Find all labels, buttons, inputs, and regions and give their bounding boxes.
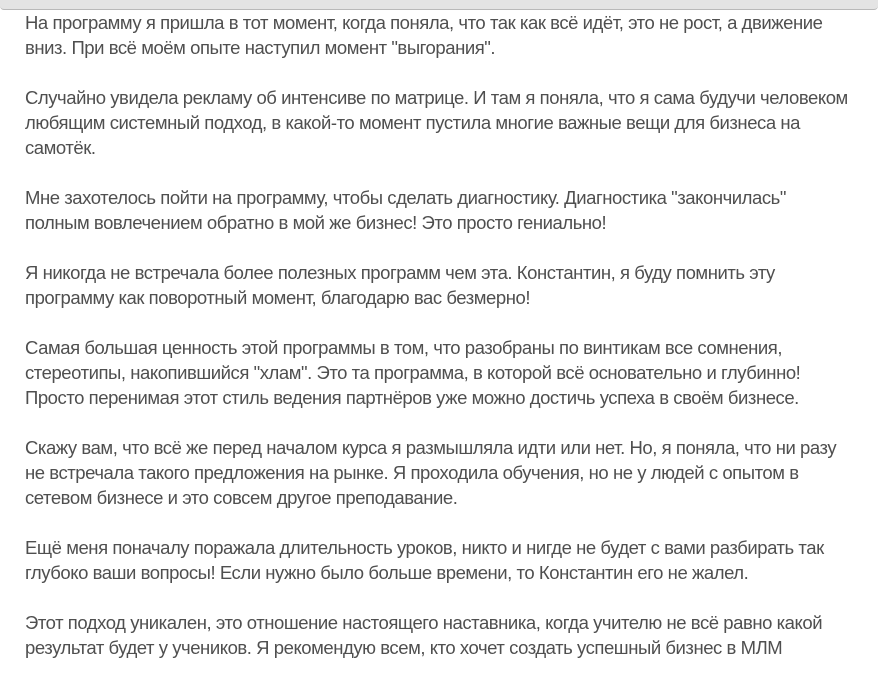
testimonial-paragraph-2: Случайно увидела рекламу об интенсиве по матрице. И там я поняла, что я сама будучи человеком любящим системный подход, в какой-то момент пустила многие важные вещи для бизнеса на самотёк. (25, 87, 848, 158)
testimonial-paragraph-4: Я никогда не встречала более полезных программ чем эта. Константин, я буду помнить эту программу как поворотный момент, благодарю вас безмерно! (25, 262, 775, 308)
testimonial-text-block (0, 10, 878, 685)
testimonial-paragraph-7: Ещё меня поначалу поражала длительность уроков, никто и нигде не будет с вами разбирать так глубоко ваши вопросы! Если нужно было больше времени, то Константин его не жалел. (25, 537, 824, 583)
testimonial-paragraph-5: Самая большая ценность этой программы в том, что разобраны по винтикам все сомнения, стереотипы, накопившийся "хлам". Это та программа, в которой всё основательно и глубинно! Просто перенимая этот стиль ведения партнёров уже можно достичь успеха в своём бизнесе. (25, 337, 801, 408)
cropped-top-panel-edge (0, 0, 878, 10)
testimonial-paragraph-8: Этот подход уникален, это отношение настоящего наставника, когда учителю не всё равно какой результат будет у учеников. Я рекомендую всем, кто хочет создать успешный бизнес в МЛМ (25, 612, 823, 658)
testimonial-paragraph-3: Мне захотелось пойти на программу, чтобы сделать диагностику. Диагностика "закончилась" полным вовлечением обратно в мой же бизнес! Это просто гениально! (25, 187, 786, 233)
testimonial-paragraph-1: На программу я пришла в тот момент, когда поняла, что так как всё идёт, это не рост, а движение вниз. При всё моём опыте наступил момент "выгорания". (25, 12, 823, 58)
testimonial-paragraph-6: Скажу вам, что всё же перед началом курса я размышляла идти или нет. Но, я поняла, что ни разу не встречала такого предложения на рынке. Я проходила обучения, но не у людей с опытом в сетевом бизнесе и это совсем другое преподавание. (25, 437, 837, 508)
